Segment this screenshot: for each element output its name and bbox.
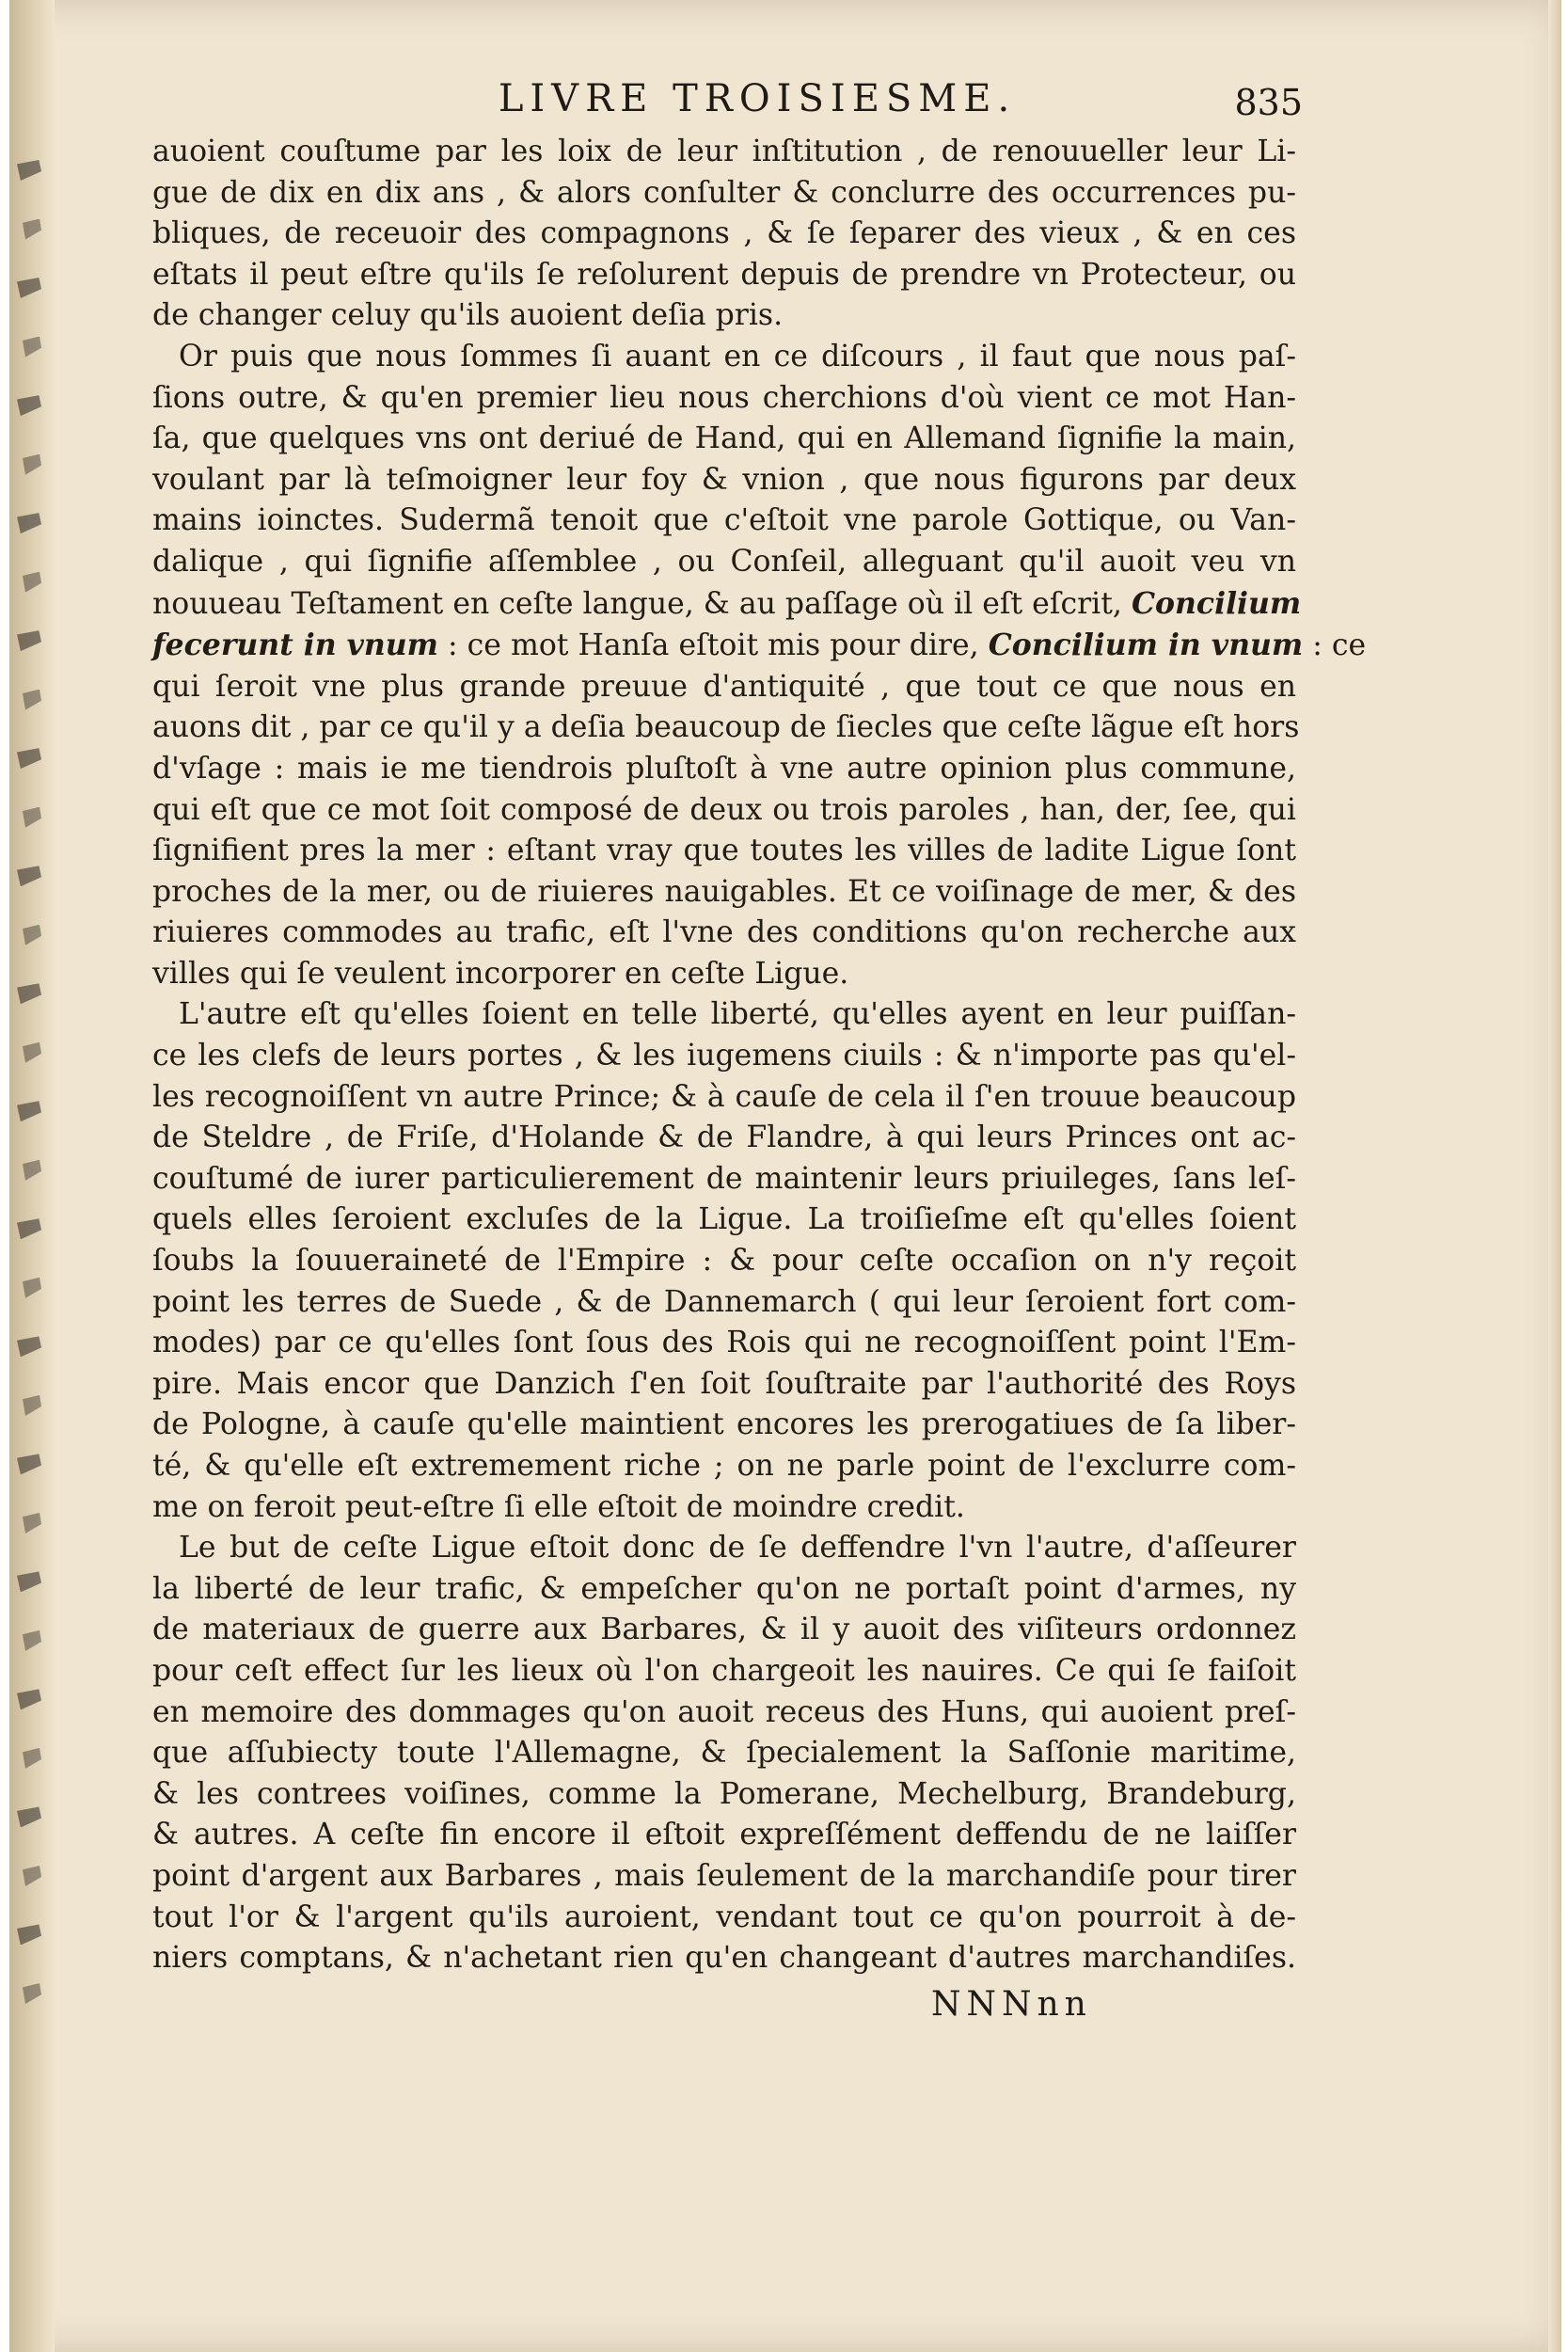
text-line: que aſſubiecty toute l'Allemagne, & ſpecialement la Saſſonie maritime,: [152, 1736, 1296, 1771]
bleed-mark: [17, 630, 41, 651]
text-line: auoient couſtume par les loix de leur inſtitution , de renouueller leur Li-: [152, 135, 1296, 168]
text-line: mains ioinctes. Sudermã tenoit que c'eſtoit vne parole Gottique, ou Van-: [152, 503, 1296, 538]
bleed-mark: [23, 925, 41, 946]
bleed-mark: [23, 1866, 41, 1886]
text-line: ſions outre, & qu'en premier lieu nous cherchions d'où vient ce mot Han-: [152, 380, 1296, 415]
body-text: [152, 132, 1304, 1979]
text-line: ce les clefs de leurs portes , & les iugemens ciuils : & n'importe pas qu'el-: [152, 1039, 1296, 1073]
bleed-mark: [23, 454, 41, 475]
bleed-mark: [17, 1218, 41, 1239]
text-line: de materiaux de guerre aux Barbares, & il y auoit des viſiteurs ordonnez: [152, 1613, 1296, 1647]
bleed-mark: [17, 748, 41, 769]
text-line: modes) par ce qu'elles ſont ſous des Rois qui ne recognoiſſent point l'Em-: [152, 1326, 1296, 1360]
text-line: tout l'or & l'argent qu'ils auroient, vendant tout ce qu'on pourroit à de-: [152, 1899, 1296, 1934]
bleed-mark: [23, 1042, 41, 1063]
text-line: & les contrees voiſines, comme la Pomerane, Mechelburg, Brandeburg,: [152, 1776, 1296, 1811]
text-line: proches de la mer, ou de riuieres nauigables. Et ce voiſinage de mer, & des: [152, 874, 1296, 909]
bleed-mark: [17, 1571, 41, 1592]
text-line: pire. Mais encor que Danzich ſ'en ſoit ſouſtraite par l'authorité des Roys: [152, 1366, 1296, 1401]
text-line: ſa, que quelques vns ont deriué de Hand, qui en Allemand ſignifie la main,: [152, 421, 1296, 456]
text-line: qui ſeroit vne plus grande preuue d'antiquité , que tout ce que nous en: [152, 669, 1296, 704]
running-head: [428, 75, 1303, 122]
text-line: nouueau Teſtament en ceſte langue, & au paſſage où il eſt eſcrit, Concilium: [152, 585, 1302, 621]
text-line: villes qui ſe veulent incorporer en ceſte Ligue.: [152, 956, 849, 991]
bleed-mark: [17, 1924, 41, 1945]
text-line: bliques, de receuoir des compagnons , & ſe ſeparer des vieux , & en ces: [152, 216, 1296, 251]
bleed-mark: [23, 1748, 41, 1769]
text-line: riuieres commodes au trafic, eſt l'vne des conditions qu'on recherche aux: [152, 915, 1296, 950]
text-line: ſoubs la ſouueraineté de l'Empire : & pour ceſte occaſion on n'y reçoit: [152, 1244, 1296, 1279]
bleed-mark: [23, 807, 41, 828]
bleed-mark: [17, 395, 41, 416]
signature-mark: NNNnn: [931, 1985, 1092, 2024]
text-line: les recognoiſſent vn autre Prince; & à cauſe de cela il ſ'en trouue beaucoup: [152, 1079, 1296, 1114]
text-line: de Pologne, à cauſe qu'elle maintient encores les prerogatiues de ſa liber-: [152, 1407, 1296, 1442]
bleed-mark: [17, 866, 41, 886]
text-line: point les terres de Suede , & de Dannemarch ( qui leur ſeroient fort com-: [152, 1284, 1296, 1319]
bleed-mark: [23, 1395, 41, 1416]
bleed-mark: [23, 1630, 41, 1651]
bleed-mark: [17, 513, 41, 533]
text-line: pour ceſt effect ſur les lieux où l'on chargeoit les nauires. Ce qui ſe faiſoit: [152, 1653, 1296, 1688]
bleed-mark: [17, 1454, 41, 1474]
text-line: ſignifient pres la mer : eſtant vray que toutes les villes de ladite Ligue ſont: [152, 834, 1296, 868]
text-line: quels elles ſeroient excluſes de la Ligue. La troiſieſme eſt qu'elles ſoient: [152, 1202, 1296, 1237]
text-line: voulant par là teſmoigner leur foy & vnion , que nous figurons par deux: [152, 462, 1296, 497]
text-line: dalique , qui ſignifie aſſemblee , ou Conſeil, alleguant qu'il auoit veu vn: [152, 544, 1296, 579]
text-line: auons dit , par ce qu'il y a deſia beaucoup de ſiecles que ceſte lãgue eſt hors: [152, 710, 1300, 745]
text-line: en memoire des dommages qu'on auoit receus des Huns, qui auoient preſ-: [152, 1694, 1296, 1729]
text-line: la liberté de leur trafic, & empeſcher qu'on ne portaſt point d'armes, ny: [152, 1571, 1296, 1606]
bleed-mark: [23, 1278, 41, 1298]
bleed-mark: [17, 1336, 41, 1357]
text-line: me on feroit peut-eſtre ſi elle eſtoit de moindre credit.: [152, 1489, 965, 1524]
bleed-mark: [17, 983, 41, 1004]
bleed-mark: [17, 1806, 41, 1827]
paragraph-start-line: L'autre eſt qu'elles ſoient en telle liberté, qu'elles ayent en leur puiſſan-: [179, 997, 1296, 1032]
page-number: 835: [1234, 82, 1303, 123]
text-line: fecerunt in vnum : ce mot Hanſa eſtoit mis pour dire, Concilium in vnum: [152, 628, 1304, 663]
paragraph-start-line: Le but de ceſte Ligue eſtoit donc de ſe deffendre l'vn l'autre, d'aſſeurer: [179, 1531, 1296, 1565]
text-line: eſtats il peut eſtre qu'ils ſe reſolurent depuis de prendre vn Protecteur, ou: [152, 257, 1296, 292]
bleed-mark: [23, 572, 41, 593]
bleed-mark: [23, 1983, 41, 2004]
bleed-mark: [23, 337, 41, 358]
text-line: couſtumé de iurer particulierement de maintenir leurs priuileges, ſans leſ-: [152, 1161, 1296, 1196]
bleed-mark: [23, 1513, 41, 1534]
text-line: point d'argent aux Barbares , mais ſeulement de la marchandiſe pour tirer: [152, 1858, 1296, 1893]
text-line: niers comptans, & n'achetant rien qu'en changeant d'autres marchandiſes.: [152, 1941, 1296, 1976]
bleed-mark: [17, 1101, 41, 1121]
text-line: de Steldre , de Friſe, d'Holande & de Flandre, à qui leurs Princes ont ac-: [152, 1120, 1296, 1155]
text-line: d'vſage : mais ie me tiendrois pluſtoſt à vne autre opinion plus commune,: [152, 751, 1296, 786]
bleed-mark: [23, 690, 41, 710]
paragraph-start-line: Or puis que nous ſommes ſi auant en ce diſcours , il faut que nous paſ-: [179, 339, 1296, 373]
text-line: gue de dix en dix ans , & alors conſulter & conclurre des occurrences pu-: [152, 175, 1296, 210]
text-line: de changer celuy qu'ils auoient deſia pris.: [152, 298, 784, 333]
text-line: & autres. A ceſte fin encore il eſtoit expreſſément deffendu de ne laiſſer: [152, 1818, 1296, 1852]
bleed-mark: [17, 160, 41, 181]
text-line: qui eſt que ce mot ſoit composé de deux ou trois paroles , han, der, ſee, qui: [152, 792, 1296, 827]
facing-page-bleed: [13, 160, 49, 2004]
bleed-mark: [23, 1160, 41, 1181]
running-title: LIVRE TROISIESME.: [498, 77, 1017, 120]
bleed-mark: [17, 278, 41, 298]
bleed-mark: [17, 1689, 41, 1709]
bleed-mark: [23, 219, 41, 240]
text-line: té, & qu'elle eſt extremement riche ; on ne parle point de l'exclurre com-: [152, 1449, 1296, 1483]
page-edge: [1548, 0, 1561, 2352]
